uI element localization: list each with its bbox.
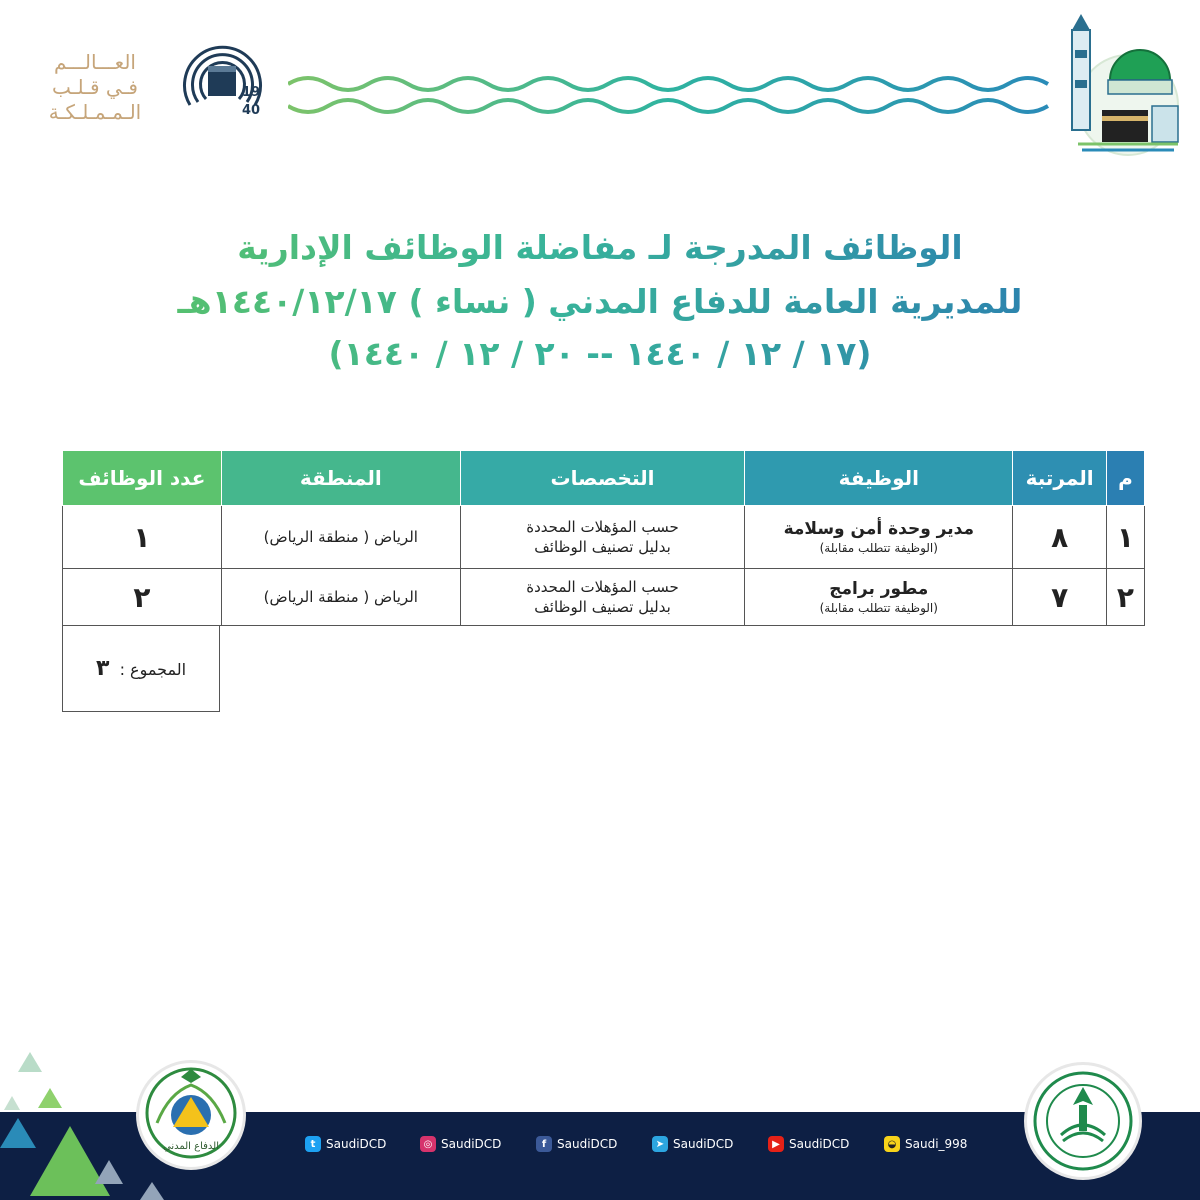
title-line-3: (١٧ / ١٢ / ١٤٤٠ -- ٢٠ / ١٢ / ١٤٤٠)	[120, 334, 1080, 373]
row-region: الرياض ( منطقة الرياض)	[221, 506, 460, 569]
decor-triangle	[95, 1160, 123, 1184]
row-region: الرياض ( منطقة الرياض)	[221, 569, 460, 626]
spec-line-1: حسب المؤهلات المحددة	[526, 578, 679, 596]
row-number: ١	[1106, 506, 1144, 569]
total-value: ٣	[95, 656, 110, 681]
slogan-line-3: الـمـمـلـكـة	[48, 100, 142, 124]
emblem-year-top: 19	[242, 85, 261, 100]
social-facebook[interactable]	[536, 1134, 617, 1154]
row-job	[745, 506, 1013, 569]
table-row	[63, 569, 1145, 626]
total-box	[62, 626, 220, 712]
social-twitter[interactable]	[305, 1134, 386, 1154]
job-note: (الوظيفة تتطلب مقابلة)	[819, 601, 938, 615]
slogan-line-2: فـي قـلـب	[52, 75, 138, 99]
header-region: المنطقة	[221, 451, 460, 506]
spec-line-1: حسب المؤهلات المحددة	[526, 518, 679, 536]
social-handle: SaudiDCD	[557, 1137, 618, 1151]
social-handle: SaudiDCD	[326, 1137, 387, 1151]
decor-triangle	[0, 1118, 36, 1148]
title-line-2: للمديرية العامة للدفاع المدني ( نساء ) ١٤٤٠/١٢/١٧هـ	[120, 282, 1080, 321]
row-job	[745, 569, 1013, 626]
social-instagram[interactable]	[420, 1134, 501, 1154]
twitter-icon: t	[305, 1136, 321, 1152]
social-handle: SaudiDCD	[441, 1137, 502, 1151]
row-number: ٢	[1106, 569, 1144, 626]
civil-defense-logo-text: الدفاع المدني	[162, 1141, 220, 1152]
instagram-icon: ◎	[420, 1136, 436, 1152]
civil-defense-logo	[136, 1060, 246, 1170]
row-count: ٢	[63, 569, 222, 626]
header-rank: المرتبة	[1013, 451, 1106, 506]
social-youtube[interactable]	[768, 1134, 849, 1154]
title-line-1: الوظائف المدرجة لـ مفاضلة الوظائف الإدارية	[120, 228, 1080, 267]
telegram-icon: ➤	[652, 1136, 668, 1152]
ministry-interior-seal	[1024, 1062, 1142, 1180]
hajj-slogan	[40, 50, 150, 125]
total-label: المجموع :	[119, 660, 187, 679]
social-handle: Saudi_998	[905, 1137, 968, 1151]
job-title: مطور برامج	[829, 579, 929, 599]
jobs-table	[62, 450, 1145, 626]
slogan-line-1: العـــالـــم	[54, 50, 136, 74]
snapchat-icon: ◒	[884, 1136, 900, 1152]
table-row	[63, 506, 1145, 569]
social-telegram[interactable]	[652, 1134, 733, 1154]
header-job-count: عدد الوظائف	[63, 451, 222, 506]
emblem-year-bottom: 40	[242, 103, 261, 118]
spec-line-2: بدليل تصنيف الوظائف	[534, 538, 671, 556]
table-header-row	[63, 451, 1145, 506]
row-specializations	[460, 569, 744, 626]
decor-triangle	[38, 1088, 62, 1108]
header-job: الوظيفة	[745, 451, 1013, 506]
social-handle: SaudiDCD	[673, 1137, 734, 1151]
emblem-1440-logo	[160, 30, 290, 130]
header-m: م	[1106, 451, 1144, 506]
facebook-icon: f	[536, 1136, 552, 1152]
decor-triangle	[4, 1096, 20, 1110]
decor-triangle	[18, 1052, 42, 1072]
row-count: ١	[63, 506, 222, 569]
row-specializations	[460, 506, 744, 569]
social-handle: SaudiDCD	[789, 1137, 850, 1151]
job-title: مدير وحدة أمن وسلامة	[783, 519, 974, 539]
spec-line-2: بدليل تصنيف الوظائف	[534, 598, 671, 616]
row-rank: ٧	[1013, 569, 1106, 626]
header-specializations: التخصصات	[460, 451, 744, 506]
decorative-chain-band	[288, 72, 1058, 118]
row-rank: ٨	[1013, 506, 1106, 569]
youtube-icon: ▶	[768, 1136, 784, 1152]
mosque-badge-icon	[1058, 10, 1190, 160]
social-snapchat[interactable]	[884, 1134, 967, 1154]
job-note: (الوظيفة تتطلب مقابلة)	[819, 541, 938, 555]
decor-triangle	[140, 1182, 164, 1200]
